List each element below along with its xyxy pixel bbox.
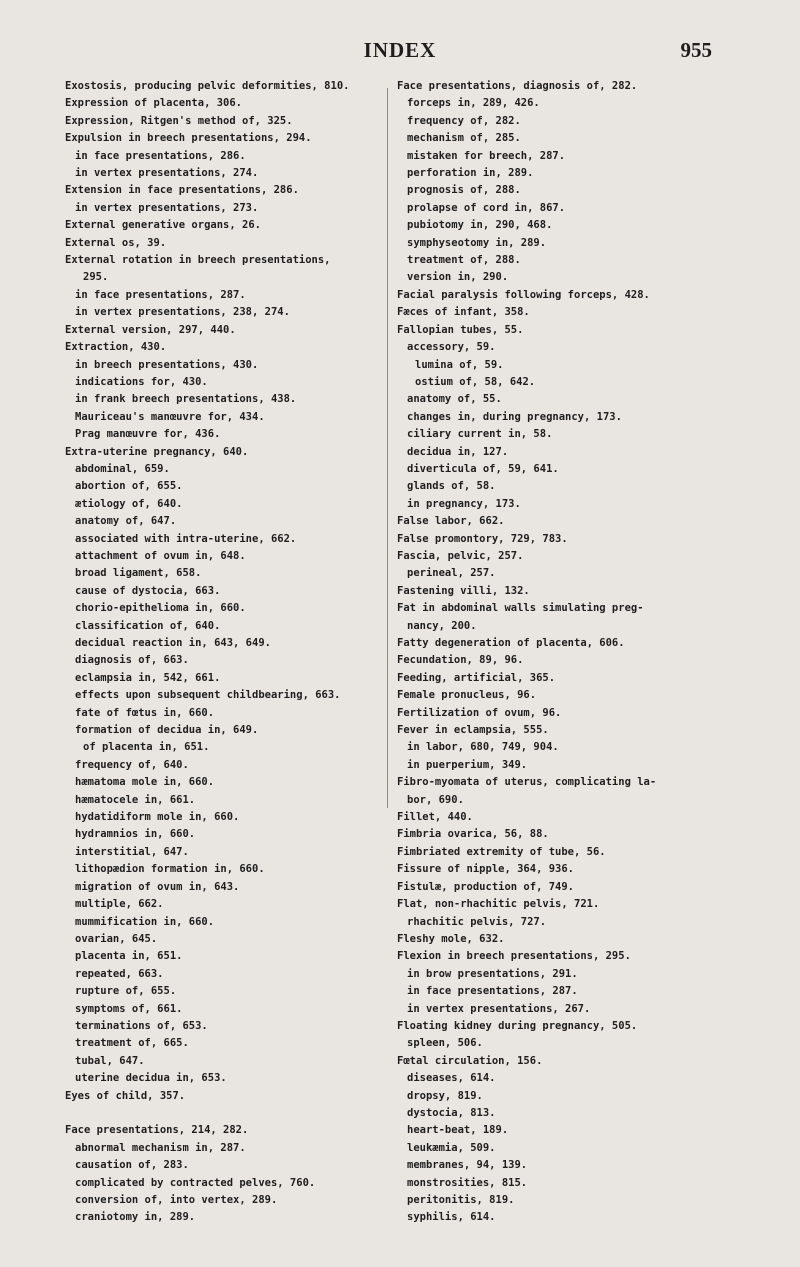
index-entry: External rotation in breech presentations,: [65, 254, 331, 267]
index-entry: Fertilization of ovum, 96.: [397, 706, 562, 719]
page-title: INDEX: [363, 38, 437, 62]
index-entry: Fillet, 440.: [397, 811, 473, 824]
index-subentry: changes in, during pregnancy, 173.: [407, 410, 622, 423]
index-subentry: in frank breech presentations, 438.: [75, 393, 297, 406]
index-entry: Fissure of nipple, 364, 936.: [397, 863, 575, 876]
index-subentry: in vertex presentations, 274.: [75, 167, 259, 180]
index-subentry: indications for, 430.: [75, 375, 208, 388]
index-subentry: heart-beat, 189.: [407, 1124, 509, 1137]
index-entry: Face presentations, 214, 282.: [65, 1124, 249, 1137]
index-subentry: ciliary current in, 58.: [407, 428, 553, 441]
index-subentry: monstrosities, 815.: [407, 1176, 528, 1189]
index-entry: Flexion in breech presentations, 295.: [397, 950, 631, 963]
index-subentry: ovarian, 645.: [75, 932, 158, 945]
index-subentry: pubiotomy in, 290, 468.: [407, 219, 553, 232]
index-subentry: diagnosis of, 663.: [75, 654, 189, 667]
index-entry: Fibro-myomata of uterus, complicating la-: [397, 776, 657, 789]
index-subentry: perforation in, 289.: [407, 167, 534, 180]
index-subentry: version in, 290.: [407, 271, 509, 284]
index-entry: External generative organs, 26.: [65, 219, 261, 232]
index-entry: Extension in face presentations, 286.: [65, 184, 299, 197]
index-subentry: complicated by contracted pelves, 760.: [75, 1176, 316, 1189]
index-subentry: bor, 690.: [407, 793, 464, 806]
index-subentry: conversion of, into vertex, 289.: [75, 1193, 278, 1206]
index-subentry: hæmatoma mole in, 660.: [75, 776, 215, 789]
index-entry: Extraction, 430.: [65, 341, 167, 354]
index-entry: Expulsion in breech presentations, 294.: [65, 132, 312, 145]
index-entry: Eyes of child, 357.: [65, 1089, 186, 1102]
index-subentry: mummification in, 660.: [75, 915, 215, 928]
index-subentry: membranes, 94, 139.: [407, 1159, 528, 1172]
index-entry: Fever in eclampsia, 555.: [397, 724, 549, 737]
index-subentry: treatment of, 665.: [75, 1037, 189, 1050]
index-subentry: broad ligament, 658.: [75, 567, 202, 580]
index-subentry: hydatidiform mole in, 660.: [75, 811, 240, 824]
left-column: [65, 78, 380, 1227]
index-subentry: fate of fœtus in, 660.: [75, 706, 215, 719]
index-entry: Face presentations, diagnosis of, 282.: [397, 80, 638, 92]
index-entry: Fecundation, 89, 96.: [397, 654, 524, 667]
index-entry: Fæces of infant, 358.: [397, 306, 530, 319]
index-subentry: Mauriceau's manœuvre for, 434.: [75, 410, 265, 423]
index-subentry: rupture of, 655.: [75, 985, 177, 998]
index-subentry: in face presentations, 287.: [75, 288, 246, 301]
index-subentry: causation of, 283.: [75, 1159, 189, 1172]
index-entry: False promontory, 729, 783.: [397, 532, 568, 545]
index-subentry: dystocia, 813.: [407, 1106, 496, 1119]
index-subentry: formation of decidua in, 649.: [75, 724, 259, 737]
index-subentry: leukæmia, 509.: [407, 1141, 496, 1154]
index-subentry: peritonitis, 819.: [407, 1194, 515, 1206]
index-subentry: chorio-epithelioma in, 660.: [75, 602, 246, 615]
index-subentry: in puerperium, 349.: [407, 758, 528, 771]
index-entry: Extra-uterine pregnancy, 640.: [65, 445, 249, 458]
index-subentry: accessory, 59.: [407, 341, 496, 354]
index-subentry: classification of, 640.: [75, 619, 221, 632]
index-entry: Fistulæ, production of, 749.: [397, 880, 575, 893]
index-subentry: interstitial, 647.: [75, 845, 189, 858]
index-subentry: decidua in, 127.: [407, 445, 509, 458]
index-subentry: forceps in, 289, 426.: [407, 97, 540, 110]
index-subentry: associated with intra-uterine, 662.: [75, 532, 297, 545]
index-subentry: rhachitic pelvis, 727.: [407, 915, 547, 928]
index-subentry: terminations of, 653.: [75, 1019, 208, 1032]
index-subentry: spleen, 506.: [407, 1037, 483, 1050]
index-entry: Expression of placenta, 306.: [65, 97, 243, 110]
index-subentry: multiple, 662.: [75, 898, 164, 911]
index-subentry: perineal, 257.: [407, 567, 496, 580]
index-subentry: diseases, 614.: [407, 1072, 496, 1085]
index-entry: Female pronucleus, 96.: [397, 689, 537, 702]
index-subentry: in brow presentations, 291.: [407, 967, 578, 980]
index-subentry: migration of ovum in, 643.: [75, 880, 240, 893]
index-subentry: uterine decidua in, 653.: [75, 1072, 227, 1085]
index-entry: Expression, Ritgen's method of, 325.: [65, 114, 293, 127]
column-divider: [387, 88, 388, 808]
index-subentry: attachment of ovum in, 648.: [75, 549, 246, 562]
index-subentry: in pregnancy, 173.: [407, 497, 521, 510]
index-subentry: mechanism of, 285.: [407, 132, 521, 145]
index-subentry: diverticula of, 59, 641.: [407, 462, 559, 475]
index-subentry: 295.: [83, 271, 109, 284]
index-subentry: treatment of, 288.: [407, 254, 521, 267]
index-subentry: in vertex presentations, 273.: [75, 201, 259, 214]
index-subentry: anatomy of, 647.: [75, 515, 177, 528]
index-subentry: glands of, 58.: [407, 480, 496, 493]
index-entry: External version, 297, 440.: [65, 323, 236, 336]
index-subentry: repeated, 663.: [75, 967, 164, 980]
index-entry: Fascia, pelvic, 257.: [397, 549, 524, 562]
index-entry: Fimbriated extremity of tube, 56.: [397, 845, 606, 858]
index-entry: Floating kidney during pregnancy, 505.: [397, 1019, 638, 1032]
index-subentry: tubal, 647.: [75, 1054, 145, 1067]
index-subentry: in breech presentations, 430.: [75, 358, 259, 371]
index-entry: Exostosis, producing pelvic deformities, 810.: [65, 80, 350, 92]
index-subentry: nancy, 200.: [407, 619, 477, 632]
index-entry: False labor, 662.: [397, 515, 505, 528]
index-subentry: in vertex presentations, 267.: [407, 1002, 591, 1015]
index-subentry: symptoms of, 661.: [75, 1002, 183, 1015]
index-entry: Fœtal circulation, 156.: [397, 1054, 543, 1067]
index-entry: Fat in abdominal walls simulating preg-: [397, 602, 644, 615]
index-entry: Facial paralysis following forceps, 428.: [397, 288, 650, 301]
index-entry: Flat, non-rhachitic pelvis, 721.: [397, 898, 600, 911]
index-subentry: abdominal, 659.: [75, 462, 170, 475]
index-subentry: ætiology of, 640.: [75, 497, 183, 510]
index-subentry: Prag manœuvre for, 436.: [75, 428, 221, 441]
index-subentry: placenta in, 651.: [75, 950, 183, 963]
index-entry: Feeding, artificial, 365.: [397, 671, 556, 684]
index-entry: Fastening villi, 132.: [397, 584, 530, 597]
index-subentry: prognosis of, 288.: [407, 184, 521, 197]
index-entry: Fleshy mole, 632.: [397, 932, 505, 945]
index-subentry: in face presentations, 287.: [407, 985, 578, 998]
index-subentry: symphyseotomy in, 289.: [407, 236, 547, 249]
index-subentry: mistaken for breech, 287.: [407, 149, 566, 162]
index-subentry: in vertex presentations, 238, 274.: [75, 306, 290, 319]
index-entry: Fatty degeneration of placenta, 606.: [397, 637, 625, 649]
page-number: 955: [680, 38, 712, 62]
index-subentry: decidual reaction in, 643, 649.: [75, 637, 271, 649]
index-subentry: dropsy, 819.: [407, 1089, 483, 1102]
index-entry: Fallopian tubes, 55.: [397, 323, 524, 336]
index-entry: External os, 39.: [65, 236, 167, 249]
index-subentry: eclampsia in, 542, 661.: [75, 671, 221, 684]
index-subentry: effects upon subsequent childbearing, 663.: [75, 689, 341, 702]
index-subentry: abortion of, 655.: [75, 480, 183, 493]
index-subentry: lumina of, 59.: [415, 358, 504, 371]
index-subentry: ostium of, 58, 642.: [415, 375, 536, 388]
index-subentry: hæmatocele in, 661.: [75, 793, 196, 806]
entry-gap: [65, 1105, 380, 1122]
index-subentry: prolapse of cord in, 867.: [407, 201, 566, 214]
index-subentry: hydramnios in, 660.: [75, 828, 196, 841]
index-subentry: frequency of, 282.: [407, 114, 521, 127]
index-entry: Fimbria ovarica, 56, 88.: [397, 828, 549, 841]
index-subentry: cause of dystocia, 663.: [75, 584, 221, 597]
index-subentry: frequency of, 640.: [75, 758, 189, 771]
index-subentry: in labor, 680, 749, 904.: [407, 741, 559, 754]
index-subentry: lithopædion formation in, 660.: [75, 863, 265, 876]
index-subentry: craniotomy in, 289.: [75, 1211, 196, 1224]
right-column: [397, 78, 715, 1227]
index-subentry: of placenta in, 651.: [83, 741, 210, 754]
index-subentry: in face presentations, 286.: [75, 149, 246, 162]
index-subentry: abnormal mechanism in, 287.: [75, 1141, 246, 1154]
index-subentry: anatomy of, 55.: [407, 393, 502, 406]
index-subentry: syphilis, 614.: [407, 1211, 496, 1224]
